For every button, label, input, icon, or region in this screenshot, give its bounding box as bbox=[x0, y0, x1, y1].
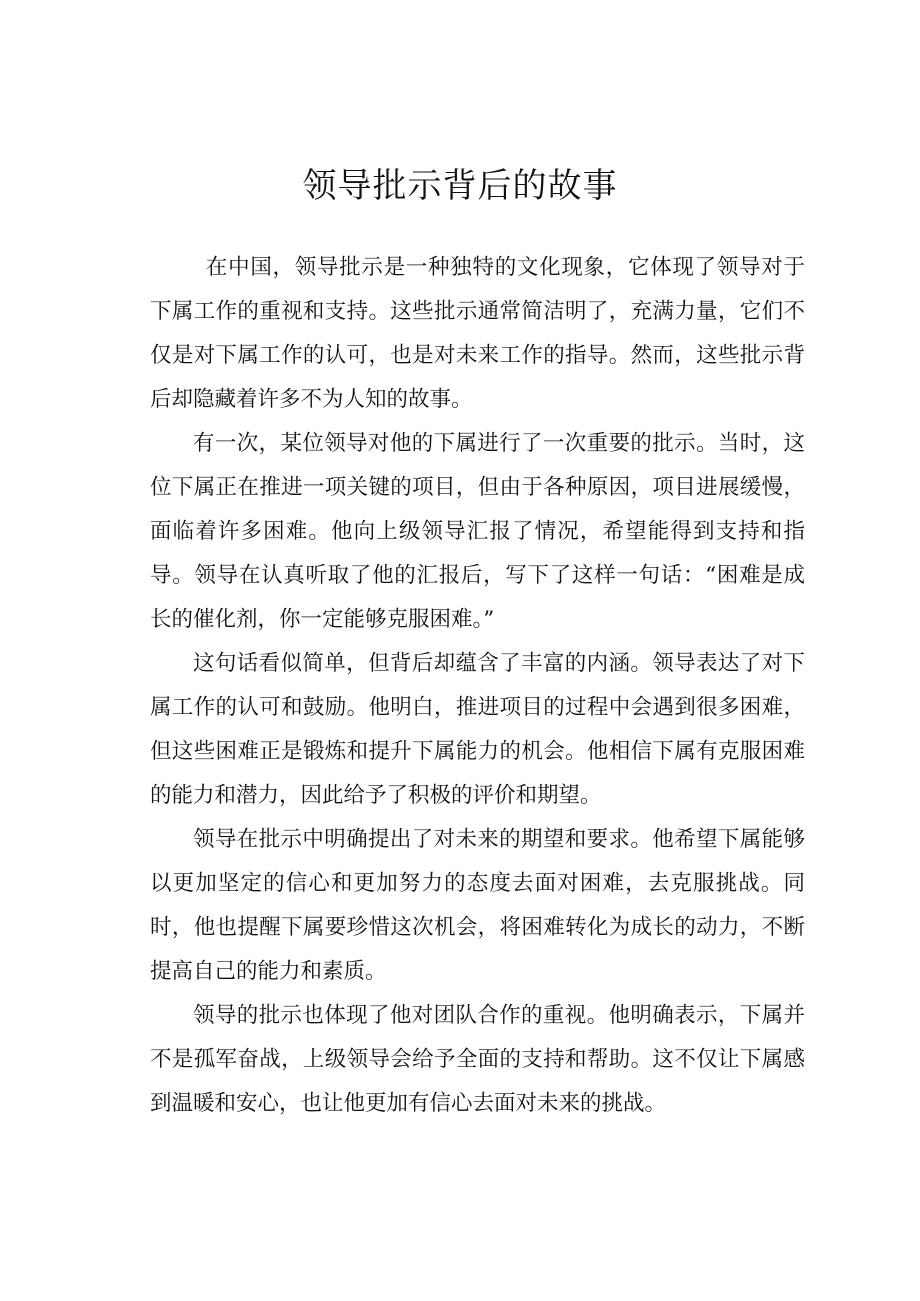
paragraph-1: 在中国，领导批示是一种独特的文化现象，它体现了领导对于下属工作的重视和支持。这些批示通常简洁明了，充满力量，它们不仅是对下属工作的认可，也是对未来工作的指导。然而，这些批示背后却隐藏着许多不为人知的故事。 bbox=[150, 255, 805, 412]
document-title: 领导批示背后的故事 bbox=[302, 166, 618, 206]
paragraph-3: 这句话看似简单，但背后却蕴含了丰富的内涵。领导表达了对下属工作的认可和鼓励。他明白，推进项目的过程中会遇到很多困难，但这些困难正是锻炼和提升下属能力的机会。他相信下属有克服困难的能力和潜力，因此给予了积极的评价和期望。 bbox=[150, 651, 805, 808]
paragraph-5: 领导的批示也体现了他对团队合作的重视。他明确表示，下属并不是孤军奋战，上级领导会给予全面的支持和帮助。这不仅让下属感到温暖和安心，也让他更加有信心去面对未来的挑战。 bbox=[150, 1003, 805, 1116]
paragraph-2: 有一次，某位领导对他的下属进行了一次重要的批示。当时，这位下属正在推进一项关键的项目，但由于各种原因，项目进展缓慢，面临着许多困难。他向上级领导汇报了情况，希望能得到支持和指导。领导在认真听取了他的汇报后，写下了这样一句话：“困难是成长的催化剂，你一定能够克服困难。” bbox=[150, 431, 805, 632]
paragraph-4: 领导在批示中明确提出了对未来的期望和要求。他希望下属能够以更加坚定的信心和更加努力的态度去面对困难，去克服挑战。同时，他也提醒下属要珍惜这次机会，将困难转化为成长的动力，不断提高自己的能力和素质。 bbox=[150, 827, 805, 984]
document-body bbox=[150, 246, 805, 1126]
